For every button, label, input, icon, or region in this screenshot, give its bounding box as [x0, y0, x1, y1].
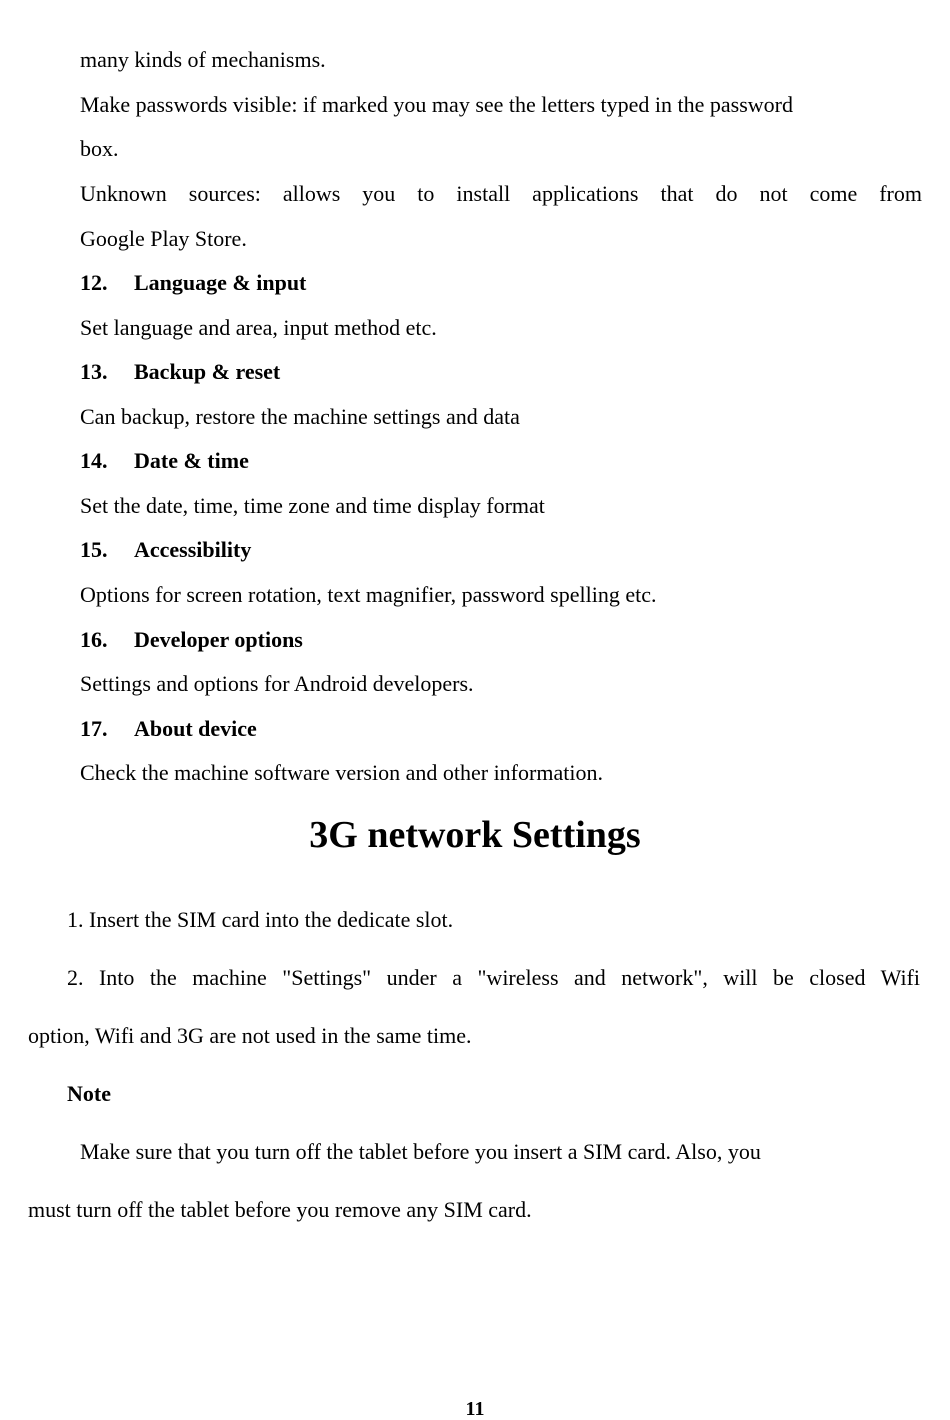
section-description-date-time: Set the date, time, time zone and time display format [80, 493, 545, 518]
network-step-2: 2. Into the machine "Settings" under a "wireless and network", will be closed Wifi [67, 965, 920, 990]
section-title: Developer options [134, 627, 303, 652]
section-heading-developer [80, 627, 303, 653]
section-title: Date & time [134, 448, 249, 473]
section-title: Language & input [134, 270, 307, 295]
page-number: 11 [465, 1398, 485, 1420]
note-text: Make sure that you turn off the tablet before you insert a SIM card. Also, you [80, 1139, 761, 1164]
section-title: Backup & reset [134, 359, 281, 384]
section-number: 15. [80, 537, 108, 562]
section-title: Accessibility [134, 537, 252, 562]
unknown-sources-text: Unknown sources: allows you to install applications that do not come from [80, 181, 922, 206]
section-description-about: Check the machine software version and other information. [80, 760, 603, 785]
section-description-accessibility: Options for screen rotation, text magnifier, password spelling etc. [80, 582, 657, 607]
network-step-1: 1. Insert the SIM card into the dedicate slot. [67, 907, 454, 932]
page-title: 3G network Settings [309, 814, 641, 856]
passwords-visible-text: Make passwords visible: if marked you may see the letters typed in the password [80, 92, 794, 117]
section-heading-date-time [80, 448, 249, 474]
section-description-language: Set language and area, input method etc. [80, 315, 437, 340]
section-description-developer: Settings and options for Android developers. [80, 671, 474, 696]
section-number: 16. [80, 627, 108, 652]
section-heading-backup [80, 359, 280, 385]
section-number: 13. [80, 359, 108, 384]
intro-line: many kinds of mechanisms. [80, 47, 326, 72]
passwords-visible-text-cont: box. [80, 136, 119, 161]
section-number: 14. [80, 448, 108, 473]
section-number: 12. [80, 270, 108, 295]
note-label: Note [67, 1081, 111, 1106]
network-step-2-cont: option, Wifi and 3G are not used in the same time. [28, 1023, 472, 1048]
section-heading-accessibility [80, 537, 251, 563]
section-description-backup: Can backup, restore the machine settings and data [80, 404, 520, 429]
section-title: About device [134, 716, 257, 741]
section-heading-about [80, 716, 257, 742]
section-number: 17. [80, 716, 108, 741]
unknown-sources-text-cont: Google Play Store. [80, 226, 247, 251]
section-heading-language [80, 270, 306, 296]
note-text-cont: must turn off the tablet before you remove any SIM card. [28, 1197, 532, 1222]
